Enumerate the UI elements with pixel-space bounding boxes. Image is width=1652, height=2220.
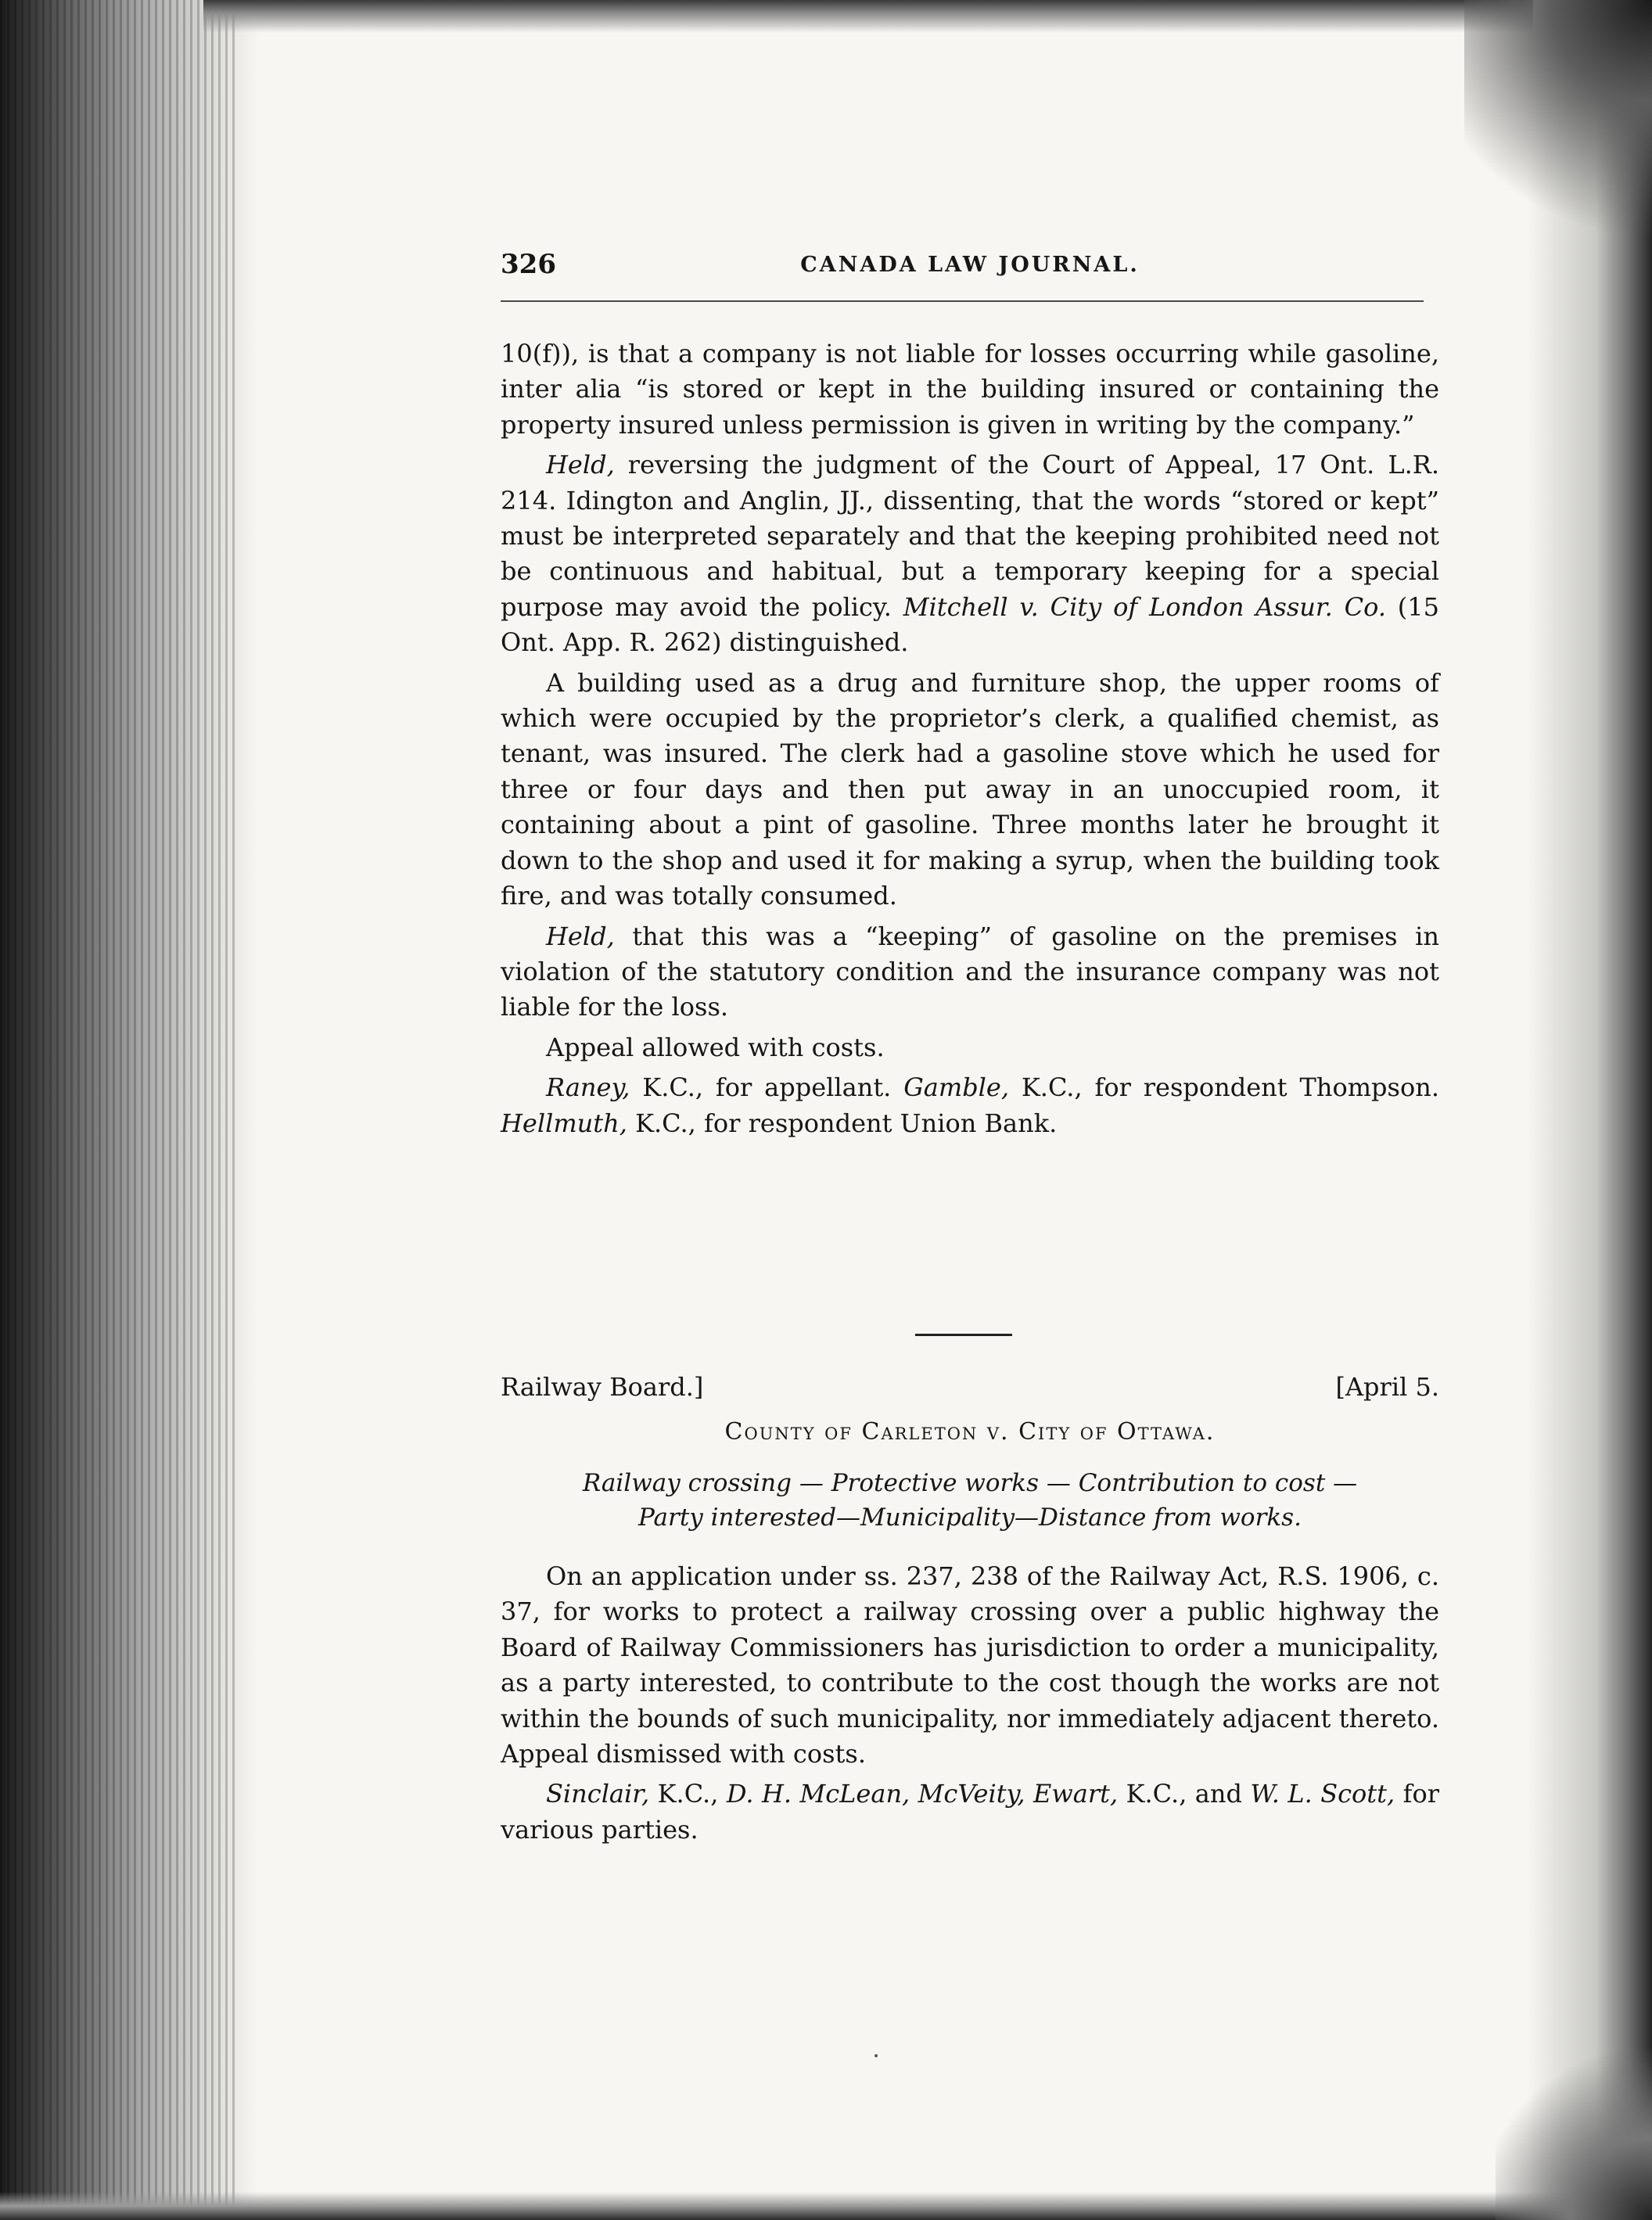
held-label: Held, <box>546 450 615 480</box>
counsel-text: K.C., for respondent Union Bank. <box>627 1108 1058 1138</box>
court-name: Railway Board.] <box>501 1372 704 1402</box>
case-heading <box>501 1369 1439 1535</box>
paragraph-counsel <box>501 1776 1439 1848</box>
case-text <box>501 1559 1439 1852</box>
counsel-text: K.C., and <box>1118 1779 1251 1809</box>
counsel-name: W. L. Scott, <box>1250 1779 1395 1809</box>
counsel-name: D. H. McLean, McVeity, Ewart, <box>726 1779 1119 1809</box>
counsel-name: Sinclair, <box>546 1779 650 1809</box>
section-divider <box>915 1334 1012 1336</box>
binding-streaks <box>0 0 235 2220</box>
paragraph-counsel <box>501 1070 1439 1141</box>
headnote-line: Party interested—Municipality—Distance from works. <box>638 1503 1302 1532</box>
opening-text <box>501 336 1439 1146</box>
counsel-text: for various parties. <box>501 1779 1440 1845</box>
running-head <box>501 249 1439 296</box>
paragraph-continuation: 10(f)), is that a company is not liable for losses occurring while gasoline, inter alia “is stored or kept in the building insured or containing the property insured unless permission is given in writing by the company.” <box>501 339 1439 440</box>
bottom-corner-shadow <box>1496 2048 1652 2220</box>
counsel-name: Gamble, <box>903 1072 1010 1103</box>
paragraph-held-1 <box>501 447 1439 660</box>
right-edge-shadow <box>1527 0 1652 2220</box>
right-corner-shadow <box>1464 0 1652 282</box>
headnote-line: Railway crossing — Protective works — Contribution to cost — <box>582 1469 1358 1497</box>
held-label: Held, <box>546 921 615 951</box>
paragraph-disposition: Appeal allowed with costs. <box>546 1032 885 1062</box>
counsel-name: Raney, <box>546 1072 630 1103</box>
paragraph-held-2 <box>501 919 1439 1026</box>
court-date-row <box>501 1369 1439 1405</box>
cited-case: Mitchell v. City of London Assur. Co. <box>903 591 1386 622</box>
decision-date: [April 5. <box>1335 1372 1439 1402</box>
counsel-text: K.C., for respondent Thompson. <box>1009 1072 1440 1103</box>
counsel-name: Hellmuth, <box>501 1108 627 1138</box>
scan-speck <box>874 2054 878 2057</box>
counsel-text: K.C., <box>649 1779 727 1809</box>
held-text: that this was a “keeping” of gasoline on the premises in violation of the statutory condition and the insurance company was not liable for the loss. <box>501 921 1439 1022</box>
held-tail: (15 Ont. App. R. 262) distinguished. <box>501 591 1440 658</box>
paragraph-facts: A building used as a drug and furniture shop, the upper rooms of which were occupied by the proprietor’s clerk, a qualified chemist, as tenant, was insured. The clerk had a gasoline stove which he used for three or four days and then put away in an unoccupied room, it containing about a pint of gasoline. Three months later he brought it down to the shop and used it for making a syrup, when the building took fire, and was totally consumed. <box>501 667 1439 911</box>
top-edge-shadow <box>203 0 1533 33</box>
counsel-text: K.C., for appellant. <box>630 1072 904 1103</box>
paragraph-holding: On an application under ss. 237, 238 of the Railway Act, R.S. 1906, c. 37, for works to protect a railway crossing over a public highway the Board of Railway Commissioners has jurisdiction to order a municipality, as a party interested, to contribute to the cost though the works are not within the bounds of such municipality, nor immediately adjacent thereto. Appeal dismissed with costs. <box>501 1561 1439 1769</box>
journal-title: CANADA LAW JOURNAL. <box>800 253 1140 277</box>
header-rule <box>501 300 1424 302</box>
case-title: County of Carleton v. City of Ottawa. <box>724 1418 1216 1446</box>
page-number: 326 <box>501 249 556 280</box>
held-text: reversing the judgment of the Court of Appeal, 17 Ont. L.R. 214. Idington and Anglin, JJ., dissenting, that the words “stored or kept” must be interpreted separately and that the keeping prohibited need not be continuous and habitual, but a temporary keeping for a special purpose may avoid the policy. <box>501 450 1439 622</box>
headnote <box>501 1466 1439 1535</box>
bottom-edge-shadow <box>0 2192 1652 2220</box>
